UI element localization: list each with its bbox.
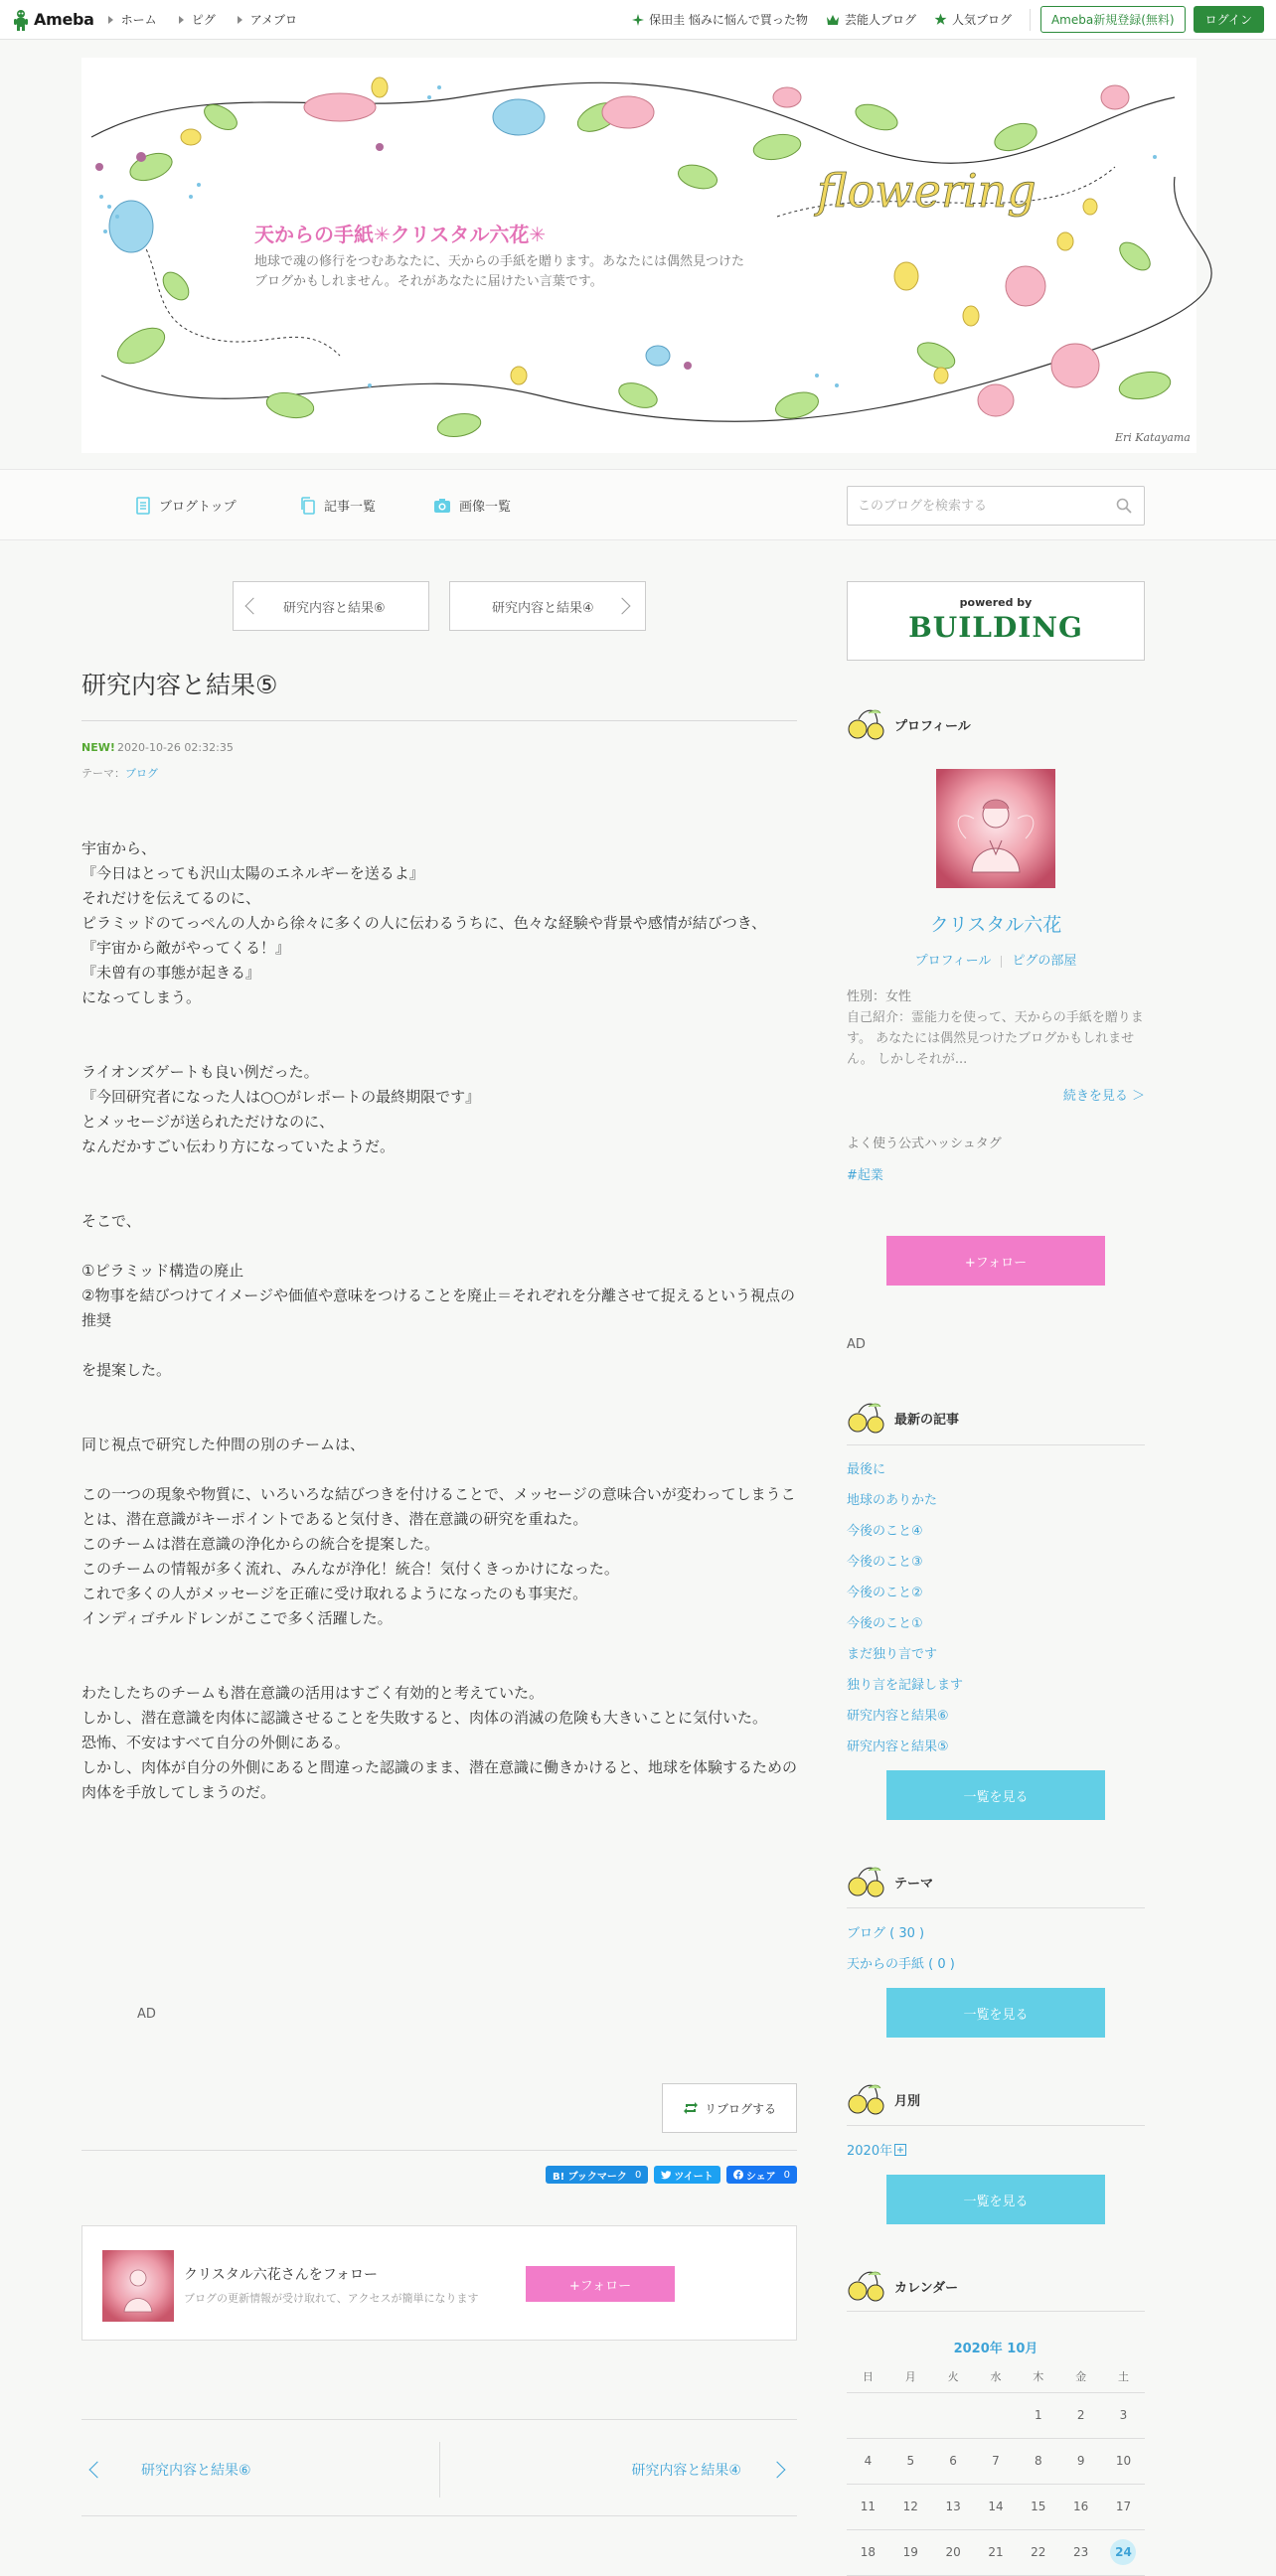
divider <box>847 2311 1145 2312</box>
facebook-share-label: シェア <box>745 2171 776 2183</box>
calendar-month: 2020年 10月 <box>953 2342 1038 2356</box>
ameba-logo[interactable] <box>12 9 94 31</box>
weekday-label: 火 <box>947 2370 959 2383</box>
chevron-left-icon <box>245 598 262 615</box>
profile-name[interactable]: クリスタル六花 <box>929 914 1062 936</box>
article-title: 研究内容と結果⑤ <box>81 671 278 699</box>
theme-prefix: テーマ： <box>81 767 125 780</box>
calendar-day[interactable]: 23 <box>1073 2545 1089 2559</box>
profile-intro: 自己紹介：霊能力を使って、天からの手紙を贈ります。 あなたには偶然見つけたブログかもしれません。 しかしそれが... <box>847 1010 1144 1067</box>
trending-link-label: 保田圭 悩みに悩んで買った物 <box>649 13 808 27</box>
monthly-label: 月別 <box>894 2093 921 2109</box>
recent-view-all-button[interactable]: 一覧を見る <box>886 1770 1105 1820</box>
prev-article-button[interactable] <box>233 581 429 631</box>
themes-label: テーマ <box>894 1876 934 1892</box>
blog-description: 地球で魂の修行をつむあなたに、天からの手紙を贈ります。あなたには偶然見つけたブログかもしれません。それがあなたに届けたい言葉です。 <box>254 254 744 289</box>
recent-article-link[interactable]: 地球のありかた <box>847 1493 938 1508</box>
crown-icon <box>826 14 840 26</box>
cherry-icon <box>847 1401 886 1435</box>
weekday-label: 月 <box>904 2370 916 2383</box>
recent-article-link[interactable]: まだ独り言です <box>847 1647 938 1662</box>
divider <box>1001 956 1002 968</box>
weekday-label: 土 <box>1117 2370 1129 2383</box>
calendar-day[interactable]: 8 <box>1034 2454 1042 2468</box>
calendar-day[interactable]: 15 <box>1031 2500 1046 2513</box>
caret-right-icon <box>238 16 242 24</box>
share-buttons <box>540 2166 797 2184</box>
facebook-share-count: 0 <box>783 2169 790 2181</box>
month-year-label: 2020年 <box>847 2144 893 2159</box>
calendar-day[interactable]: 22 <box>1031 2545 1046 2559</box>
ameba-logo-icon <box>12 9 30 31</box>
cherry-icon <box>847 2269 886 2303</box>
search-icon[interactable] <box>1116 498 1132 514</box>
calendar-empty-cell <box>975 2393 1018 2438</box>
month-year-link[interactable] <box>847 2140 906 2159</box>
themes-view-all-button[interactable]: 一覧を見る <box>886 1988 1105 2038</box>
hatena-bookmark-button[interactable] <box>546 2166 648 2184</box>
divider <box>81 2150 797 2151</box>
calendar-day[interactable]: 17 <box>1115 2500 1132 2513</box>
chevron-left-icon <box>89 2462 106 2479</box>
hashtag-label: よく使う公式ハッシュタグ <box>847 1136 1002 1151</box>
blog-search-input[interactable] <box>848 487 1096 525</box>
calendar-heading <box>847 2269 1145 2303</box>
nav-home-label: ホーム <box>120 13 157 27</box>
calendar-today[interactable]: 24 <box>1110 2539 1136 2565</box>
divider <box>847 2125 1145 2126</box>
calendar-day[interactable]: 7 <box>992 2454 1000 2468</box>
recent-article-link[interactable]: 今後のこと① <box>847 1616 923 1631</box>
avatar-image <box>936 769 1055 888</box>
weekday-label: 日 <box>862 2370 874 2383</box>
calendar-day[interactable]: 9 <box>1076 2454 1085 2468</box>
calendar-day[interactable]: 11 <box>860 2500 877 2513</box>
author-avatar[interactable] <box>102 2250 174 2322</box>
camera-icon <box>433 498 451 514</box>
article-list-label: 記事一覧 <box>324 500 377 515</box>
calendar-day[interactable]: 16 <box>1073 2500 1089 2513</box>
image-list-label: 画像一覧 <box>459 500 512 515</box>
nav-pigg-label: ピグ <box>191 13 216 27</box>
recent-article-link[interactable]: 今後のこと③ <box>847 1555 923 1570</box>
powered-by-banner[interactable] <box>847 581 1145 661</box>
profile-gender: 性別：女性 <box>847 989 912 1004</box>
calendar-day[interactable]: 2 <box>1076 2408 1085 2422</box>
divider <box>847 1907 1145 1908</box>
article-body: 宇宙から、 『今日はとっても沢山太陽のエネルギーを送るよ』 それだけを伝えてるのに、 ピラミッドのてっぺんの人から徐々に多くの人に伝わるうちに、色々な経験や背景や感情が結びつき、 『宇宙から敵がやってくる！』 『未曾有の事態が起きる』 になってしまう。 ライオンズゲートも良い例だった。 『今回研究者になった人は○○がレポートの最終期限です』 とメッセージが送られただけなのに、 なんだかすごい伝わり方になっていたようだ。 そこで、 ①ピラミッド構造の廃止 ②物事を結びつけてイメージや価値や意味をつけることを廃止＝それぞれを分離させて捉えるという視点の推奨 を提案した。 同じ視点で研究した仲間の別のチームは、 この一つの現象や物質に、いろいろな結びつきを付けることで、メッセージの意味合いが変わってしまうことは、潜在意識がキーポイントであると気付き、潜在意識の研究を重ねた。 このチームは潜在意識の浄化からの統合を提案した。 このチームの情報が多く流れ、みんなが浄化！統合！気付くきっかけになった。 これで多くの人がメッセージを正確に受け取れるようになったのも事実だ。 インディゴチルドレンがここで多く活躍した。 わたしたちのチームも潜在意識の活用はすごく有効的と考えていた。 しかし、潜在意識を肉体に認識させることを失敗すると、肉体の消滅の危険も大きいことに気付いた。 恐怖、不安はすべて自分の外側にある。 しかし、肉体が自分の外側にあると間違った認識のまま、潜在意識に働きかけると、地球を体験するための肉体を手放してしまうのだ。 <box>81 839 798 1801</box>
calendar-day[interactable]: 20 <box>945 2545 961 2559</box>
reblog-icon <box>683 2101 699 2115</box>
chevron-right-icon <box>769 2462 786 2479</box>
sidebar-follow-button[interactable]: +フォロー <box>886 1236 1105 1286</box>
recent-article-link[interactable]: 今後のこと④ <box>847 1524 923 1539</box>
follow-card <box>81 2225 797 2341</box>
logo-text: Ameba <box>34 10 94 29</box>
avatar-image <box>102 2250 174 2322</box>
recent-article-link[interactable]: 今後のこと② <box>847 1586 923 1600</box>
bottom-prev-link[interactable] <box>91 2460 251 2480</box>
weekday-label: 金 <box>1075 2370 1087 2383</box>
register-button[interactable]: Ameba新規登録(無料) <box>1040 6 1186 33</box>
trending-link[interactable] <box>632 11 808 28</box>
weekday-label: 水 <box>990 2370 1002 2383</box>
building-logo-text: BUILDING <box>908 611 1083 644</box>
calendar-week-row <box>847 2439 1145 2485</box>
monthly-heading <box>847 2082 1145 2116</box>
calendar-day[interactable]: 1 <box>1034 2408 1042 2422</box>
follow-card-subtitle: ブログの更新情報が受け取れて、アクセスが簡単になります <box>184 2292 479 2305</box>
new-badge: NEW! <box>81 741 115 754</box>
calendar-day[interactable]: 14 <box>988 2500 1004 2513</box>
cherry-icon <box>847 1865 886 1898</box>
star-icon <box>934 13 947 26</box>
popular-blog-link[interactable] <box>934 11 1012 28</box>
calendar-day[interactable]: 12 <box>902 2500 918 2513</box>
weekday-label: 木 <box>1033 2370 1044 2383</box>
theme-link[interactable]: ブログ <box>125 767 158 780</box>
calendar-empty-cell <box>847 2393 889 2438</box>
next-article-button[interactable] <box>449 581 646 631</box>
bottom-prev-label: 研究内容と結果⑥ <box>141 2463 251 2479</box>
illustrator-signature: Eri Katayama <box>1115 431 1191 444</box>
blog-title[interactable]: 天からの手紙✳︎クリスタル六花✳︎ <box>254 223 547 246</box>
twitter-bird-icon <box>661 2171 671 2180</box>
bottom-pager <box>81 2419 797 2516</box>
sidebar-ad-label: AD <box>847 1337 866 1352</box>
calendar-empty-cell <box>932 2393 975 2438</box>
calendar-day[interactable]: 19 <box>902 2545 918 2559</box>
ad-label: AD <box>137 2007 156 2022</box>
image-list-link[interactable] <box>433 496 511 515</box>
nav-home[interactable] <box>108 11 157 28</box>
calendar-weekday-row <box>847 2362 1145 2393</box>
calendar-empty-cell <box>889 2393 932 2438</box>
monthly-view-all-button[interactable]: 一覧を見る <box>886 2175 1105 2224</box>
theme-item-link[interactable]: ブログ ( 30 ) <box>847 1926 925 1941</box>
bottom-next-link[interactable] <box>631 2460 783 2480</box>
blog-header-banner[interactable] <box>81 58 1196 453</box>
themes-heading <box>847 1865 1145 1898</box>
hatena-count: 0 <box>634 2169 642 2181</box>
article-theme <box>81 765 158 781</box>
tweet-button[interactable] <box>654 2166 720 2184</box>
copy-icon <box>300 497 316 515</box>
nav-ameblo[interactable] <box>238 11 297 28</box>
recent-article-link[interactable]: 研究内容と結果⑥ <box>847 1709 949 1724</box>
hashtag-link[interactable]: #起業 <box>847 1168 883 1183</box>
caret-right-icon <box>108 16 113 24</box>
facebook-icon <box>733 2170 743 2180</box>
calendar-day[interactable] <box>1102 2530 1145 2575</box>
calendar-day[interactable]: 5 <box>906 2454 915 2468</box>
theme-item-link[interactable]: 天からの手紙 ( 0 ) <box>847 1957 955 1972</box>
powered-by-text: powered by <box>959 596 1033 609</box>
calendar-day[interactable]: 3 <box>1119 2408 1128 2422</box>
profile-link[interactable]: プロフィール <box>914 954 992 969</box>
calendar-week-row <box>847 2393 1145 2439</box>
read-more-link[interactable]: 続きを見る ＞ <box>1062 1089 1145 1104</box>
divider <box>81 720 797 721</box>
pigg-room-link[interactable]: ピグの部屋 <box>1012 954 1077 969</box>
expand-plus-icon <box>894 2144 906 2156</box>
reblog-button[interactable] <box>662 2083 797 2133</box>
article-list-link[interactable] <box>300 496 376 515</box>
calendar-grid <box>847 2362 1145 2576</box>
celebrity-blog-label: 芸能人ブログ <box>844 13 916 27</box>
calendar-day[interactable]: 21 <box>988 2545 1004 2559</box>
divider <box>1030 9 1031 31</box>
calendar-day[interactable]: 4 <box>864 2454 873 2468</box>
hatena-label: B! ブックマーク <box>552 2171 627 2183</box>
calendar-day[interactable]: 6 <box>949 2454 957 2468</box>
follow-button[interactable]: +フォロー <box>526 2266 675 2302</box>
celebrity-blog-link[interactable] <box>826 11 916 28</box>
nav-pigg[interactable] <box>179 11 216 28</box>
caret-right-icon <box>179 16 184 24</box>
follow-card-title: クリスタル六花さんをフォロー <box>184 2267 379 2283</box>
calendar-week-row <box>847 2530 1145 2576</box>
facebook-share-button[interactable] <box>726 2166 797 2184</box>
bottom-next-label: 研究内容と結果④ <box>631 2463 741 2479</box>
profile-avatar[interactable] <box>936 769 1055 888</box>
reblog-label: リブログする <box>704 2101 776 2116</box>
recent-article-link[interactable]: 独り言を記録します <box>847 1678 964 1693</box>
calendar-label: カレンダー <box>894 2280 959 2296</box>
divider <box>439 2442 440 2498</box>
profile-heading-label: プロフィール <box>894 718 971 734</box>
blog-search <box>847 486 1145 526</box>
tweet-label: ツイート <box>674 2171 714 2183</box>
cherry-icon <box>847 2082 886 2116</box>
next-article-label: 研究内容と結果④ <box>492 600 594 616</box>
calendar-day[interactable]: 13 <box>945 2500 961 2513</box>
login-button[interactable]: ログイン <box>1194 6 1264 33</box>
calendar-day[interactable]: 18 <box>860 2545 877 2559</box>
cherry-icon <box>847 707 886 741</box>
profile-heading <box>847 707 1145 741</box>
blog-top-link[interactable] <box>135 496 237 515</box>
calendar-day[interactable]: 10 <box>1115 2454 1132 2468</box>
blog-top-label: ブログトップ <box>159 500 237 515</box>
calendar-week-row <box>847 2485 1145 2530</box>
recent-article-link[interactable]: 最後に <box>847 1462 886 1477</box>
document-icon <box>135 497 151 515</box>
nav-ameblo-label: アメブロ <box>249 13 297 27</box>
recent-articles-heading <box>847 1401 1145 1435</box>
prev-article-label: 研究内容と結果⑥ <box>283 600 386 616</box>
ameba-header <box>0 0 1276 40</box>
profile-links <box>847 950 1145 969</box>
article-date: 2020-10-26 02:32:35 <box>117 741 234 754</box>
sparkle-icon <box>632 14 644 26</box>
recent-article-link[interactable]: 研究内容と結果⑤ <box>847 1740 949 1754</box>
popular-blog-label: 人気ブログ <box>951 13 1012 27</box>
divider <box>847 1444 1145 1445</box>
chevron-right-icon <box>613 598 630 615</box>
flowering-script-art: flowering <box>817 164 1037 218</box>
blog-navigation <box>0 469 1276 540</box>
recent-articles-label: 最新の記事 <box>894 1412 960 1428</box>
